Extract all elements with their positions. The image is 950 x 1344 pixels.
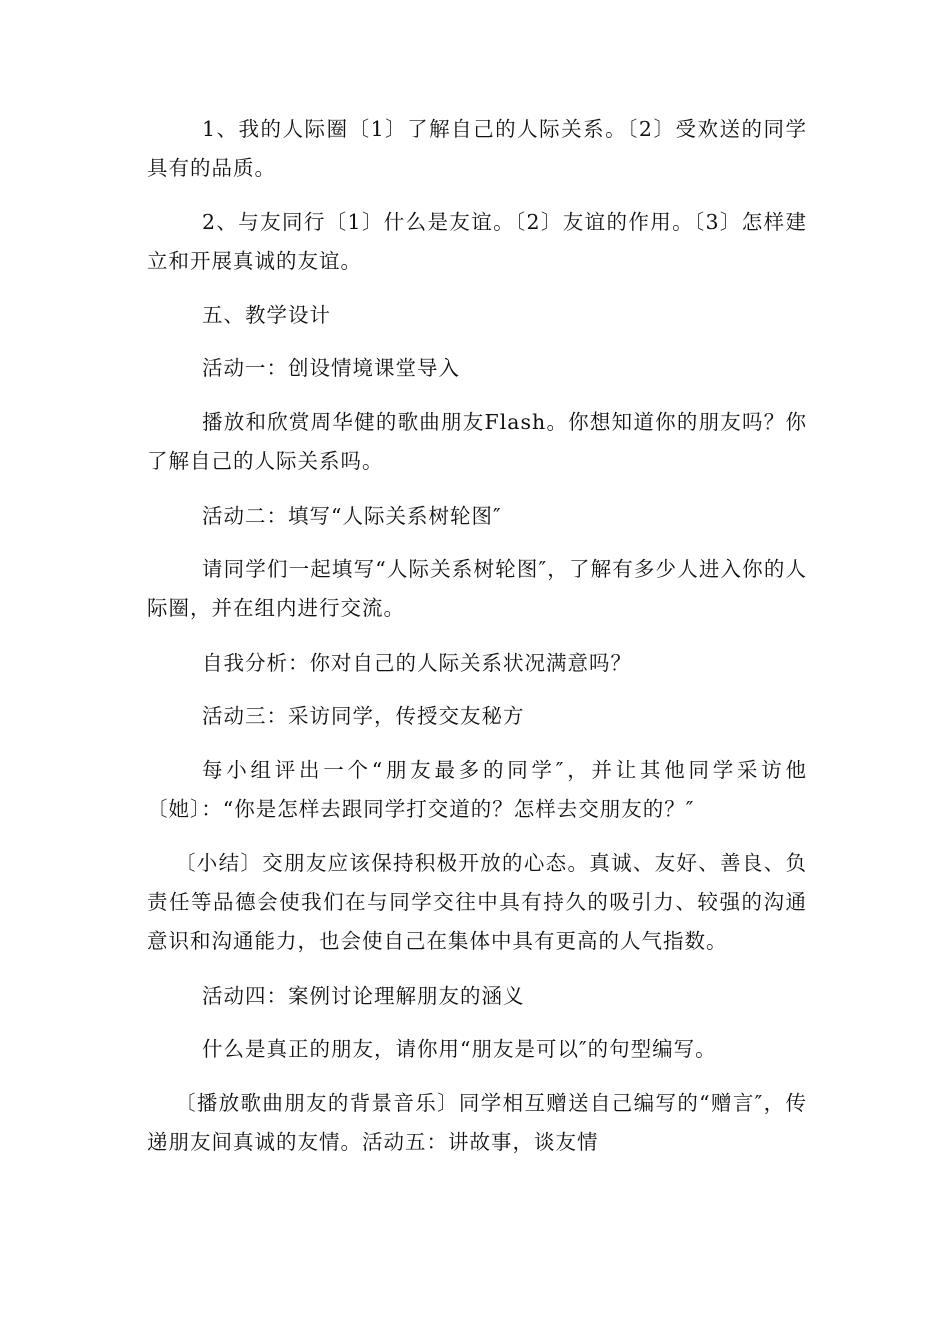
activity-four-heading: 活动四：案例讨论理解朋友的涵义 — [202, 984, 525, 1008]
paragraph-summary: 〔小结〕交朋友应该保持积极开放的心态。真诚、友好、善良、负责任等品德会使我们在与同学交往中具有持久的吸引力、较强的沟通意识和沟通能力，也会使自己在集体中具有更高的人气指数。 — [147, 851, 807, 953]
activity-three-heading: 活动三：采访同学，传授交友秘方 — [202, 704, 525, 728]
paragraph-my-circle: 1、我的人际圈〔1〕了解自己的人际关系。〔2〕受欢送的同学具有的品质。 — [147, 117, 807, 180]
paragraph-friendship: 2、与友同行〔1〕什么是友谊。〔2〕友谊的作用。〔3〕怎样建立和开展真诚的友谊。 — [147, 210, 807, 273]
paragraph-flash-song: 播放和欣赏周华健的歌曲朋友Flash。你想知道你的朋友吗？你了解自己的人际关系吗。 — [147, 410, 807, 473]
paragraph-background-music: 〔播放歌曲朋友的背景音乐〕同学相互赠送自己编写的“赠言″，传递朋友间真诚的友情。活动五：讲故事，谈友情 — [147, 1091, 807, 1154]
paragraph-tree-ring-chart: 请同学们一起填写“人际关系树轮图″，了解有多少人进入你的人际圈，并在组内进行交流。 — [147, 557, 807, 620]
paragraph-self-analysis: 自我分析：你对自己的人际关系状况满意吗？ — [202, 651, 632, 675]
activity-two-heading: 活动二：填写“人际关系树轮图″ — [202, 504, 502, 528]
activity-one-heading: 活动一：创设情境课堂导入 — [202, 356, 460, 380]
section-heading-teaching-design: 五、教学设计 — [202, 303, 331, 327]
paragraph-true-friend: 什么是真正的朋友，请你用“朋友是可以″的句型编写。 — [202, 1037, 717, 1061]
paragraph-interview: 每小组评出一个“朋友最多的同学″，并让其他同学采访他〔她〕：“你是怎样去跟同学打交道的？怎样去交朋友的？″ — [147, 758, 807, 821]
